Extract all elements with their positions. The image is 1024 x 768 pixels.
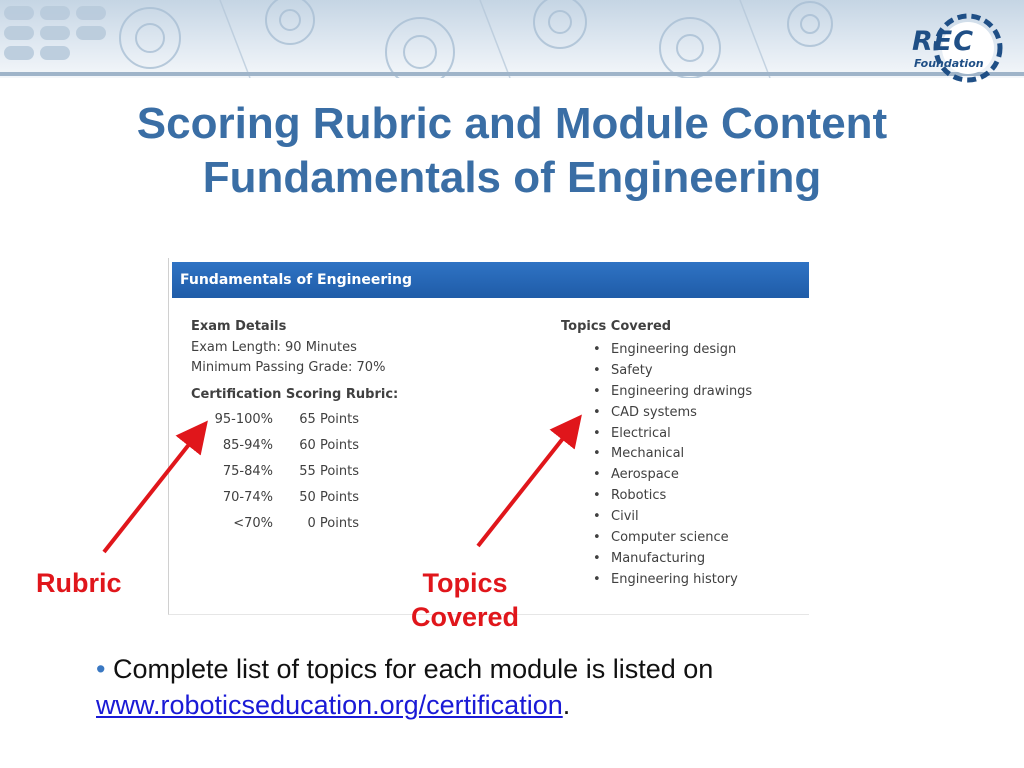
topics-callout-line-1: Topics [422, 568, 508, 598]
rubric-range: 85-94% [222, 438, 273, 453]
bullet-icon: • [593, 488, 601, 504]
title-line-1: Scoring Rubric and Module Content [136, 99, 888, 148]
rubric-points: 60 Points [299, 438, 359, 453]
bullet-icon: • [593, 509, 601, 525]
bullet-icon: • [593, 342, 601, 357]
topics-heading: Topics Covered [561, 319, 672, 334]
topic-label: Aerospace [611, 467, 679, 483]
rubric-points: 50 Points [299, 490, 359, 505]
rubric-callout: Rubric [36, 568, 122, 598]
topic-label: Engineering design [611, 342, 737, 357]
bullet-icon: • [593, 550, 601, 566]
bullet-icon: • [593, 446, 601, 462]
exam-details-heading: Exam Details [191, 319, 287, 334]
topic-label: Computer science [611, 530, 729, 546]
bullet-text: Complete list of topics for each module is listed on [112, 654, 714, 684]
topic-label: Manufacturing [611, 550, 706, 566]
topic-label: Engineering drawings [611, 383, 753, 399]
bullet-icon: • [593, 571, 601, 587]
rubric-range: 75-84% [222, 464, 273, 479]
topic-label: Robotics [611, 488, 667, 504]
topics-callout [390, 566, 540, 634]
rubric-range: 70-74% [222, 490, 273, 505]
bullet-paragraph [96, 651, 976, 723]
topic-label: CAD systems [611, 404, 697, 420]
topic-label: Mechanical [611, 446, 685, 462]
exam-length: Exam Length: 90 Minutes [191, 340, 357, 355]
bullet-icon: • [593, 383, 601, 399]
bullet-icon: • [593, 404, 601, 420]
rubric-heading: Certification Scoring Rubric: [191, 387, 399, 402]
certification-link[interactable]: www.roboticseducation.org/certification [96, 690, 563, 720]
bullet-icon: • [593, 362, 601, 378]
rubric-points: 0 Points [307, 516, 359, 531]
topics-arrow-icon [478, 427, 572, 546]
rubric-points: 65 Points [299, 412, 359, 427]
topics-callout-line-2: Covered [410, 602, 520, 632]
bullet-icon: • [593, 467, 601, 483]
minimum-passing-grade: Minimum Passing Grade: 70% [191, 360, 386, 375]
bullet-tail: . [562, 690, 571, 720]
bullet-icon: • [593, 425, 601, 441]
logo-title: REC [912, 26, 975, 57]
topic-label: Electrical [611, 425, 671, 441]
rubric-points: 55 Points [299, 464, 359, 479]
rubric-range: 95-100% [214, 412, 273, 427]
logo-subtitle: Foundation [914, 57, 984, 70]
bullet-icon: • [593, 530, 601, 546]
topic-label: Civil [611, 509, 639, 525]
rubric-range: <70% [233, 516, 273, 531]
topic-label: Engineering history [611, 571, 738, 587]
bullet-icon: • [96, 654, 106, 684]
topic-label: Safety [611, 362, 653, 378]
title-line-2: Fundamentals of Engineering [202, 153, 822, 202]
panel-header: Fundamentals of Engineering [172, 262, 809, 298]
rubric-arrow-icon [104, 433, 198, 552]
